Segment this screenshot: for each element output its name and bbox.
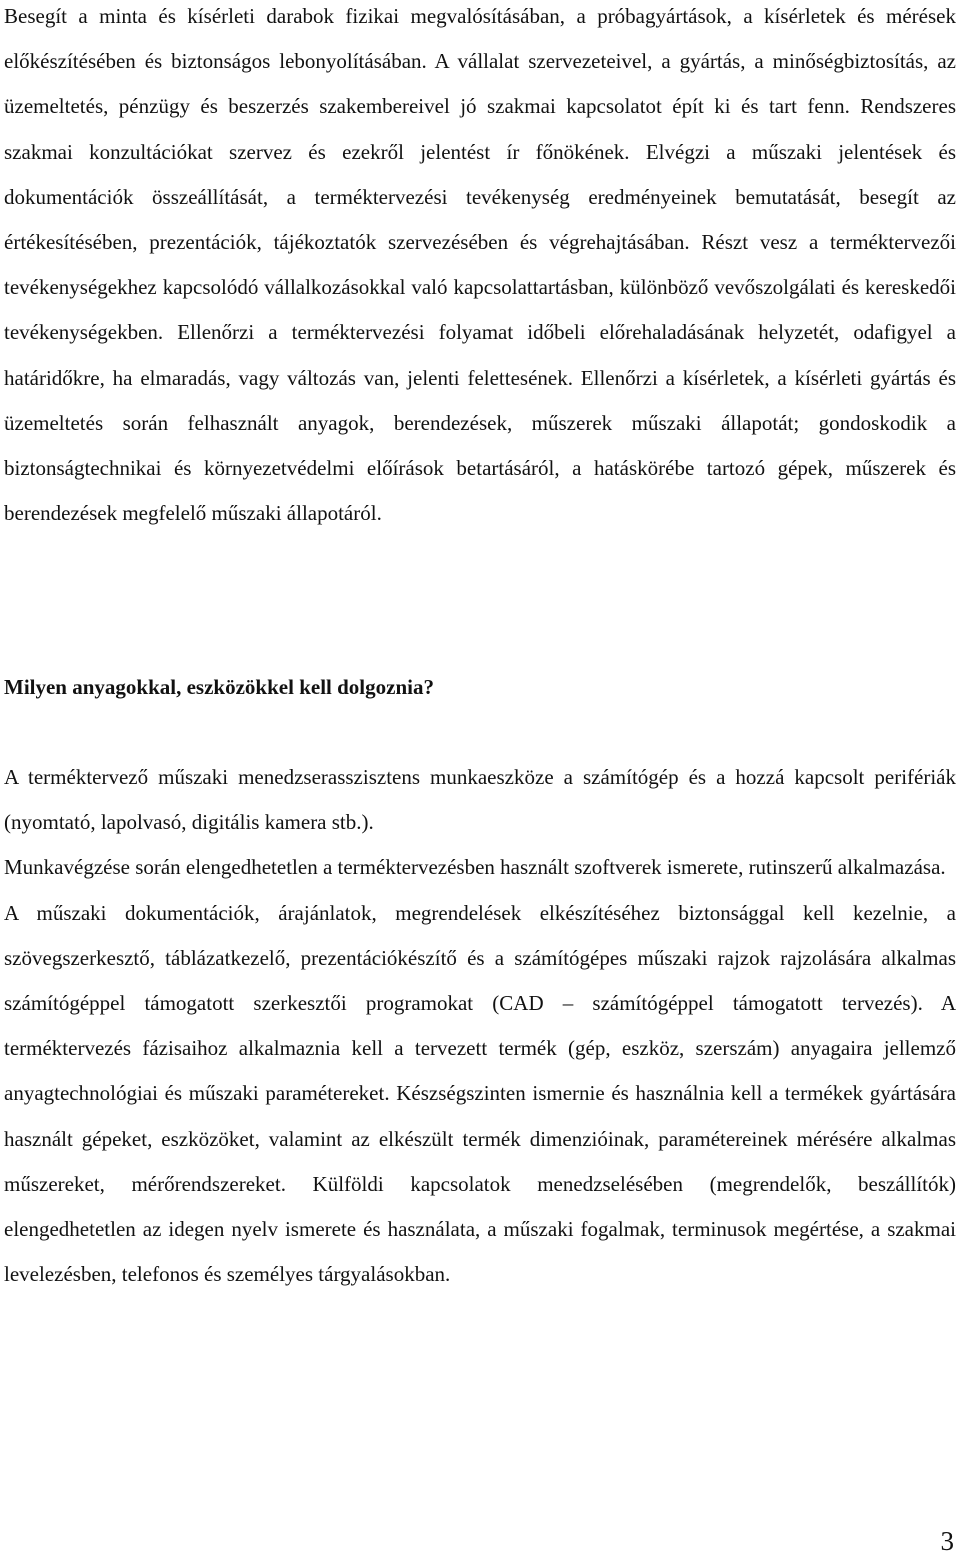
section-tools bbox=[4, 755, 956, 1297]
document-page bbox=[4, 0, 956, 1287]
section-heading: Milyen anyagokkal, eszközökkel kell dolgoznia? bbox=[4, 675, 434, 699]
body-paragraph-duties: Besegít a minta és kísérleti darabok fizikai megvalósításában, a próbagyártások, a kísérletek és mérések előkészítésében és biztonságos lebonyolításában. A vállalat szervezeteivel, a gyártás, a minőségbiztosítás, az üzemeltetés, pénzügy és beszerzés szakembereivel jó szakmai kapcsolatot épít ki és tart fenn. Rendszeres szakmai konzultációkat szervez és ezekről jelentést ír főnökének. Elvégzi a műszaki jelentések és dokumentációk összeállítását, a terméktervezési tevékenység eredményeinek bemutatását, besegít az értékesítésében, prezentációk, tájékoztatók szervezésében és végrehajtásában. Részt vesz a terméktervezői tevékenységekhez kapcsolódó vállalkozásokkal való kapcsolattartásban, különböző vevőszolgálati és kereskedői tevékenységekben. Ellenőrzi a terméktervezési folyamat időbeli előrehaladásának helyzetét, odafigyel a határidőkre, ha elmaradás, vagy változás van, jelenti felettesének. Ellenőrzi a kísérletek, a kísérleti gyártás és üzemeltetés során felhasznált anyagok, berendezések, műszerek műszaki állapotát; gondoskodik a biztonságtechnikai és környezetvédelmi előírások betartásáról, a hatáskörébe tartozó gépek, műszerek és berendezések megfelelő műszaki állapotáról. bbox=[4, 4, 956, 526]
body-paragraph-tools: A terméktervező műszaki menedzserasszisztens munkaeszköze a számítógép és a hozzá kapcsolt perifériák (nyomtató, lapolvasó, digitális kamera stb.). bbox=[4, 765, 956, 835]
body-paragraph-software: Munkavégzése során elengedhetetlen a terméktervezésben használt szoftverek ismerete, rutinszerű alkalmazása. bbox=[4, 855, 946, 880]
body-paragraph-cad: A műszaki dokumentációk, árajánlatok, megrendelések elkészítéséhez biztonsággal kell kezelnie, a szövegszerkesztő, táblázatkezelő, prezentációkészítő és a számítógépes műszaki rajzok rajzolására alkalmas számítógéppel támogatott szerkesztői programokat (CAD – számítógéppel támogatott tervezés). A terméktervezés fázisaihoz alkalmaznia kell a tervezett termék (gép, eszköz, szerszám) anyagaira jellemző anyagtechnológiai és műszaki paramétereket. Készségszinten ismernie és használnia kell a termékek gyártására használt gépeket, eszközöket, valamint az elkészült termék dimenzióinak, paramétereinek mérésére alkalmas műszereket, mérőrendszereket. Külföldi kapcsolatok menedzselésében (megrendelők, beszállítók) elengedhetetlen az idegen nyelv ismerete és használata, a műszaki fogalmak, terminusok megértése, a szakmai levelezésben, telefonos és személyes tárgyalásokban. bbox=[4, 900, 956, 1287]
page-number: 3 bbox=[940, 1526, 954, 1556]
